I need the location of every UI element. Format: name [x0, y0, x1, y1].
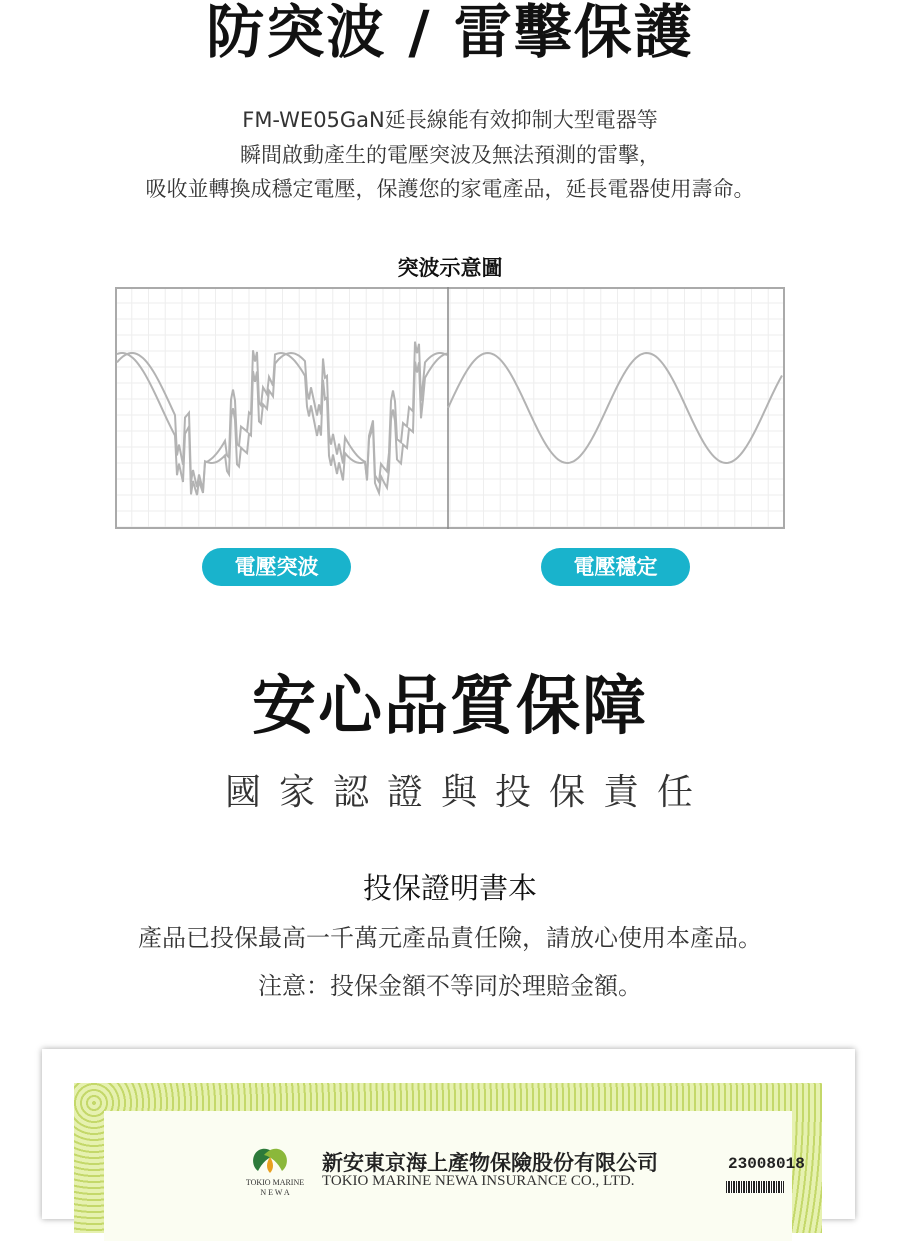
voltage-stable-label: 電壓穩定: [541, 548, 690, 586]
intro-line-3: 吸收並轉換成穩定電壓，保護您的家電產品，延長電器使用壽命。: [145, 177, 755, 201]
insurance-certificate-image: [42, 1049, 855, 1219]
tokio-marine-logo-icon: [240, 1141, 310, 1199]
tokio-marine-logo: [240, 1141, 310, 1199]
surge-waveform-image: [115, 287, 785, 529]
certificate-number: 23008018: [728, 1155, 805, 1173]
insurance-cert-title: 投保證明書本: [362, 871, 537, 905]
voltage-surge-label: 電壓突波: [202, 548, 351, 586]
svg-text:TOKIO MARINE: TOKIO MARINE: [245, 1178, 305, 1187]
quality-subheading: 國家認證與投保責任: [224, 772, 711, 813]
insurance-line-2: 注意：投保金額不等同於理賠金額。: [258, 972, 642, 1000]
intro-line-1: FM-WE05GaN延長線能有效抑制大型電器等: [242, 108, 658, 132]
insurance-line-1: 產品已投保最高一千萬元產品責任險，請放心使用本產品。: [138, 924, 762, 952]
company-name-en: TOKIO MARINE NEWA INSURANCE CO., LTD.: [322, 1173, 635, 1189]
svg-text:N E W A: N E W A: [260, 1188, 290, 1197]
surge-heading: 防突波 / 雷擊保護: [206, 0, 694, 66]
company-name-zh: 新安東京海上產物保險股份有限公司: [322, 1150, 658, 1175]
quality-heading: 安心品質保障: [252, 670, 648, 744]
surge-diagram: [115, 287, 785, 529]
diagram-title: 突波示意圖: [397, 256, 503, 280]
intro-line-2: 瞬間啟動產生的電壓突波及無法預測的雷擊，: [240, 143, 660, 167]
barcode-icon: [726, 1181, 784, 1193]
